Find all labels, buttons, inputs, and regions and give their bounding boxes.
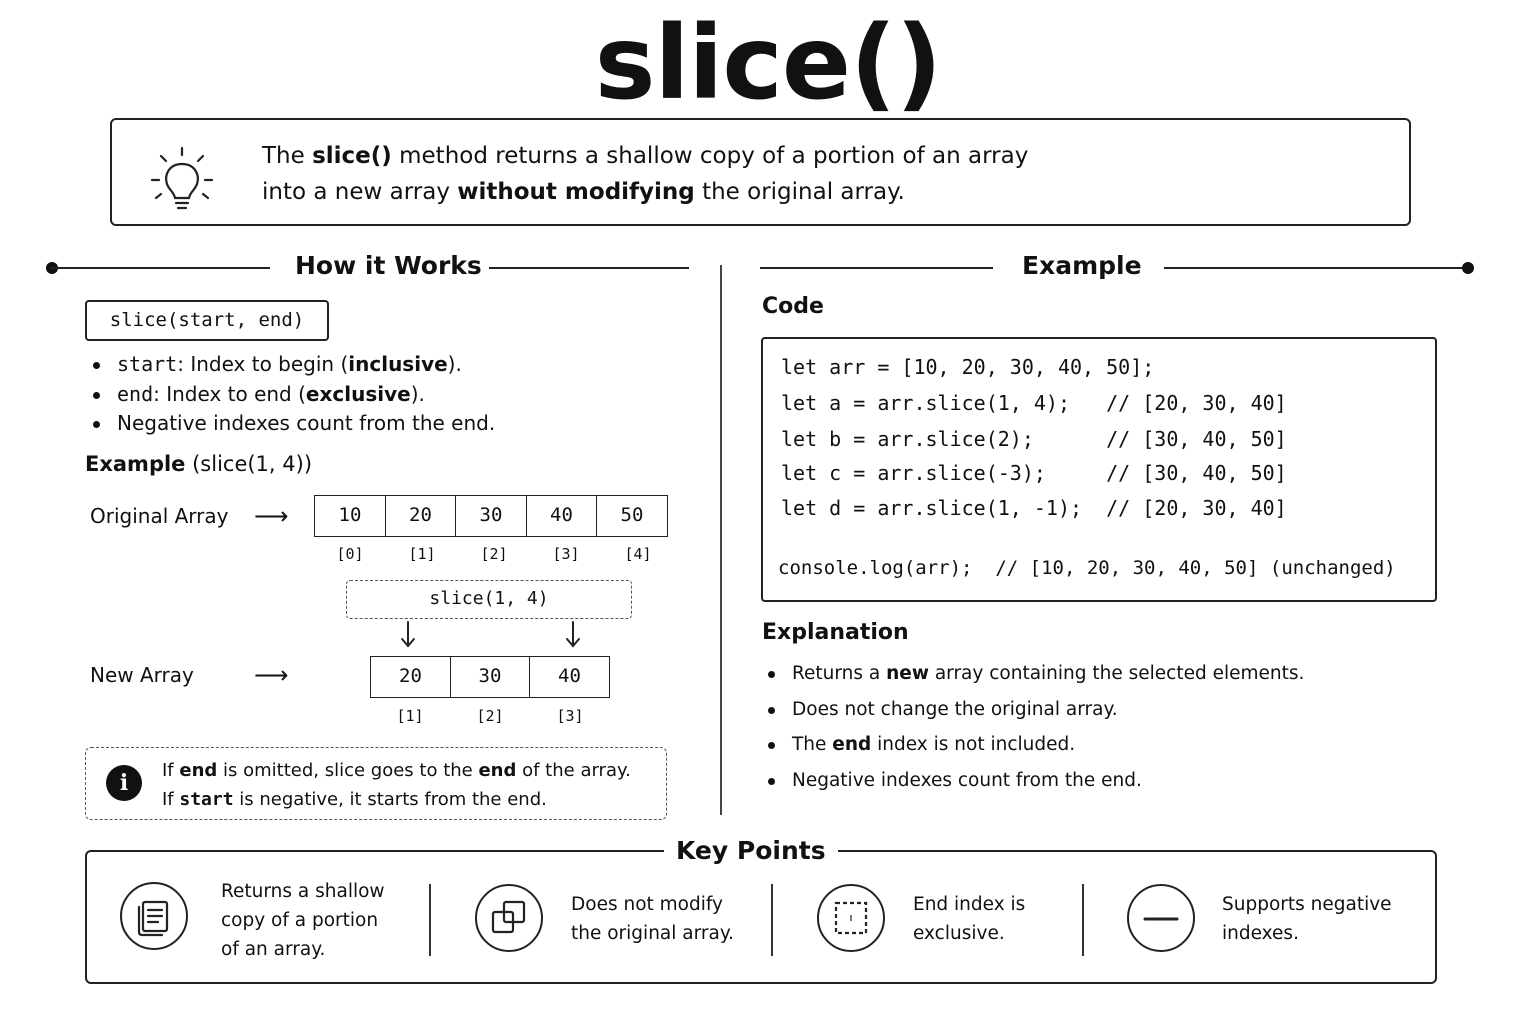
array-index: [3] <box>552 545 580 563</box>
key-point-text: Returns a shallow copy of a portion of an array. <box>221 881 385 960</box>
code-heading: Code <box>762 294 824 319</box>
code-line: let b = arr.slice(2); // [30, 40, 50] <box>781 427 1287 451</box>
arrow-icon: ⟶ <box>254 502 289 530</box>
array-index: [2] <box>476 707 504 725</box>
array-index: [1] <box>408 545 436 563</box>
code-line: let a = arr.slice(1, 4); // [20, 30, 40] <box>781 391 1287 415</box>
section-line <box>760 267 993 269</box>
slice-call-box: slice(1, 4) <box>346 580 632 619</box>
section-dot-right <box>1462 262 1474 274</box>
code-line: let arr = [10, 20, 30, 40, 50]; <box>781 355 1155 379</box>
array-cell: 20 <box>385 495 457 537</box>
key-points-title: Key Points <box>664 836 838 865</box>
syntax-signature: slice(start, end) <box>85 300 329 341</box>
document-icon <box>120 882 188 950</box>
array-index: [4] <box>624 545 652 563</box>
code-line: console.log(arr); // [10, 20, 30, 40, 50] (unchanged) <box>778 557 1396 579</box>
column-divider <box>720 265 722 815</box>
arrow-icon: ⟶ <box>254 661 289 689</box>
code-line: let d = arr.slice(1, -1); // [20, 30, 40] <box>781 496 1287 520</box>
list-item: end: Index to end (exclusive). <box>85 380 495 410</box>
example-title: Example <box>1022 251 1142 280</box>
array-index: [2] <box>480 545 508 563</box>
section-line <box>489 267 689 269</box>
list-item: Negative indexes count from the end. <box>760 763 1304 799</box>
key-points-box <box>85 850 1437 984</box>
code-line: let c = arr.slice(-3); // [30, 40, 50] <box>781 461 1287 485</box>
info-icon: i <box>106 765 142 801</box>
array-index: [1] <box>396 707 424 725</box>
key-point-divider <box>771 884 773 956</box>
new-array-label: New Array <box>90 663 194 687</box>
intro-box <box>110 118 1411 226</box>
array-index: [3] <box>556 707 584 725</box>
explanation-heading: Explanation <box>762 620 909 645</box>
new-indexes <box>370 707 610 725</box>
info-note <box>85 747 667 820</box>
original-indexes <box>314 545 674 563</box>
key-point-text: Supports negative indexes. <box>1222 894 1392 944</box>
note-text: If end is omitted, slice goes to the end of the array. If start is negative, it starts from the end. <box>162 760 631 810</box>
down-arrow-icon <box>400 620 416 650</box>
array-cell: 30 <box>455 495 527 537</box>
array-cell: 10 <box>314 495 386 537</box>
section-line <box>50 267 270 269</box>
key-point-divider <box>1082 884 1084 956</box>
section-line <box>1164 267 1468 269</box>
intro-text: The slice() method returns a shallow copy of a portion of an array into a new array without modifying the original array. <box>262 143 1029 205</box>
down-arrow-icon <box>565 620 581 650</box>
array-cell: 40 <box>526 495 598 537</box>
list-item: start: Index to begin (inclusive). <box>85 350 495 380</box>
key-point-divider <box>429 884 431 956</box>
list-item: Does not change the original array. <box>760 692 1304 728</box>
array-cell: 40 <box>529 656 610 698</box>
minus-icon <box>1127 884 1195 952</box>
list-item: Returns a new array containing the selected elements. <box>760 656 1304 692</box>
parameter-list <box>85 350 495 439</box>
array-cell: 30 <box>450 656 531 698</box>
list-item: The end index is not included. <box>760 727 1304 763</box>
copy-icon <box>475 884 543 952</box>
array-index: [0] <box>336 545 364 563</box>
array-cell: 50 <box>596 495 668 537</box>
explanation-list <box>760 656 1304 799</box>
list-item: Negative indexes count from the end. <box>85 409 495 439</box>
lightbulb-icon <box>142 134 222 214</box>
original-array <box>314 495 667 537</box>
dashed-square-icon <box>817 884 885 952</box>
array-cell: 20 <box>370 656 451 698</box>
key-point-text: End index is exclusive. <box>913 894 1026 944</box>
original-array-label: Original Array <box>90 504 229 528</box>
page-title: slice() <box>594 4 942 123</box>
code-block <box>761 337 1437 602</box>
example-heading: Example (slice(1, 4)) <box>85 452 313 476</box>
how-it-works-title: How it Works <box>295 251 482 280</box>
key-point-text: Does not modify the original array. <box>571 894 735 944</box>
new-array <box>370 656 609 698</box>
